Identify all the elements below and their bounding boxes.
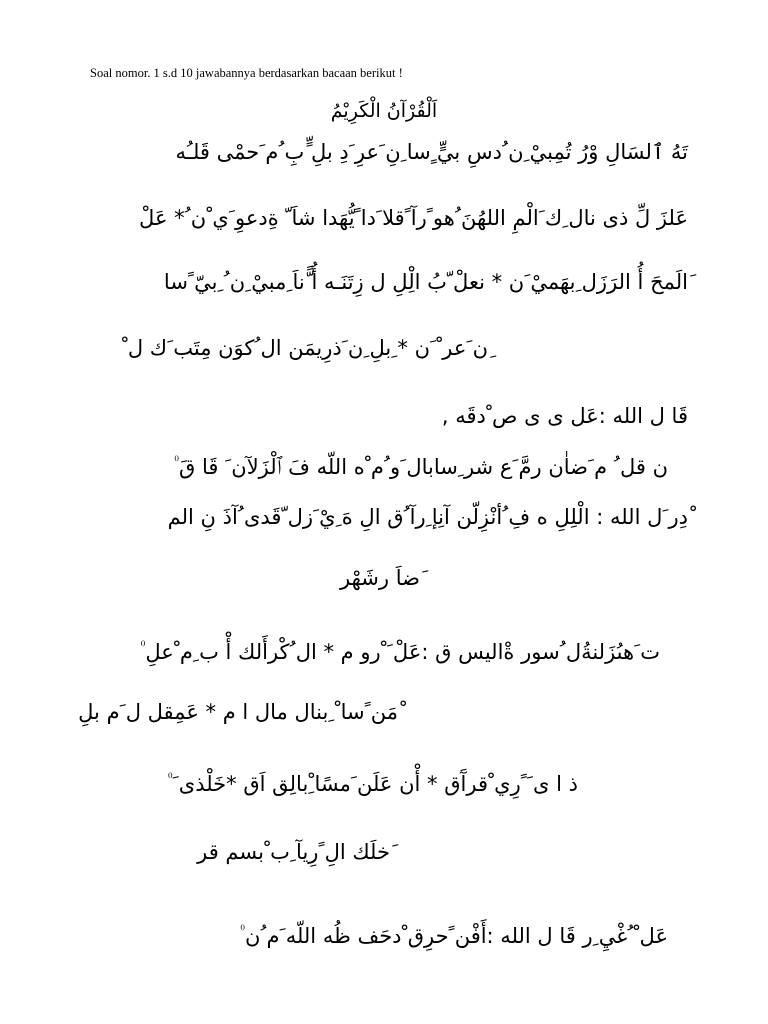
text-line-4: ِن َعر ْ َن * ِبلِ ِن َذرِيمَن ال ُكوَن مِتَب َك ل ْ: [121, 336, 488, 360]
text-line-13: عَل ْ ُغْيِ ِر قَا ل الله :أَفْن ًحرِق ْدحَف ظُه اللّه َم ُن ۠: [239, 924, 668, 948]
instruction-text: Soal nomor. 1 s.d 10 jawabannya berdasarkan bacaan berikut !: [90, 66, 403, 80]
text-line-10: ْمَن ًسا ْ ِبنال مال ا م * عَمِقل ل َم بلِ: [78, 700, 398, 724]
text-line-9: ت َهىُزَلنةُل ُسور ةْاليس ق :عَلْ َ ْرو م * ال ُكْرأَلك أْ ب ِم ْعلِ ۠: [140, 640, 660, 664]
text-line-11: ذ ا ى َ ًرِي ْقرآَق * أْن عَلَن َمسًا ِْبالِق اَق *خَلْذى َ ۠: [167, 772, 578, 796]
text-line-12: َخلَك الِ ًرِيآ ِب ْبسم قر: [197, 840, 390, 864]
text-line-5: قَا ل الله :عَل ى ى ص ْدقَه ,: [441, 404, 688, 428]
text-line-2: عَلزَ لِّ ذى نال ِك َالْمِ اللهُنَ ُهو ًرآ ًقلا َدا ًيُّهَدا شاَ ّ ةِدعوِ َي ْن ُ* عَلْ: [139, 206, 688, 230]
reading-title: اَلْقُرْآنُ الْكَرِيْمُ: [330, 100, 438, 122]
text-line-6: ن قل ُ م َضاٰن رمَّ َع شر ِسابال َو ُم ْه اللّه فَ ٱلْزَلآن َ قَا قَ ۠: [173, 455, 668, 479]
text-line-3: َالَمحَ أُ الرَزَل ِبهَميْ َن * نعلْ ّبُ الِْلِ ل زِتَنَـه أُ ًّناَ ِمبيْ ِن ُ ِبيّ ًسا: [163, 270, 688, 294]
text-line-1: تَهُ ٱلسَالِ وْرُ تُمِبيْ ِن ُدسِ بيٍّ ٍسا ِنِ َعرِ َدِ بلِ ٍّبِ ُم َحمْى قَلـُه: [175, 140, 688, 164]
text-line-7: ْدِر َل الله : الْلِلِ ه فِ ُأنْزِلّن آنِإ ِرآ ُق الِ هَ ِيْ َزل ّقَدى ُآذَ نِ الم: [167, 505, 688, 529]
text-line-8: َضاَ رشَهْر: [340, 566, 420, 590]
